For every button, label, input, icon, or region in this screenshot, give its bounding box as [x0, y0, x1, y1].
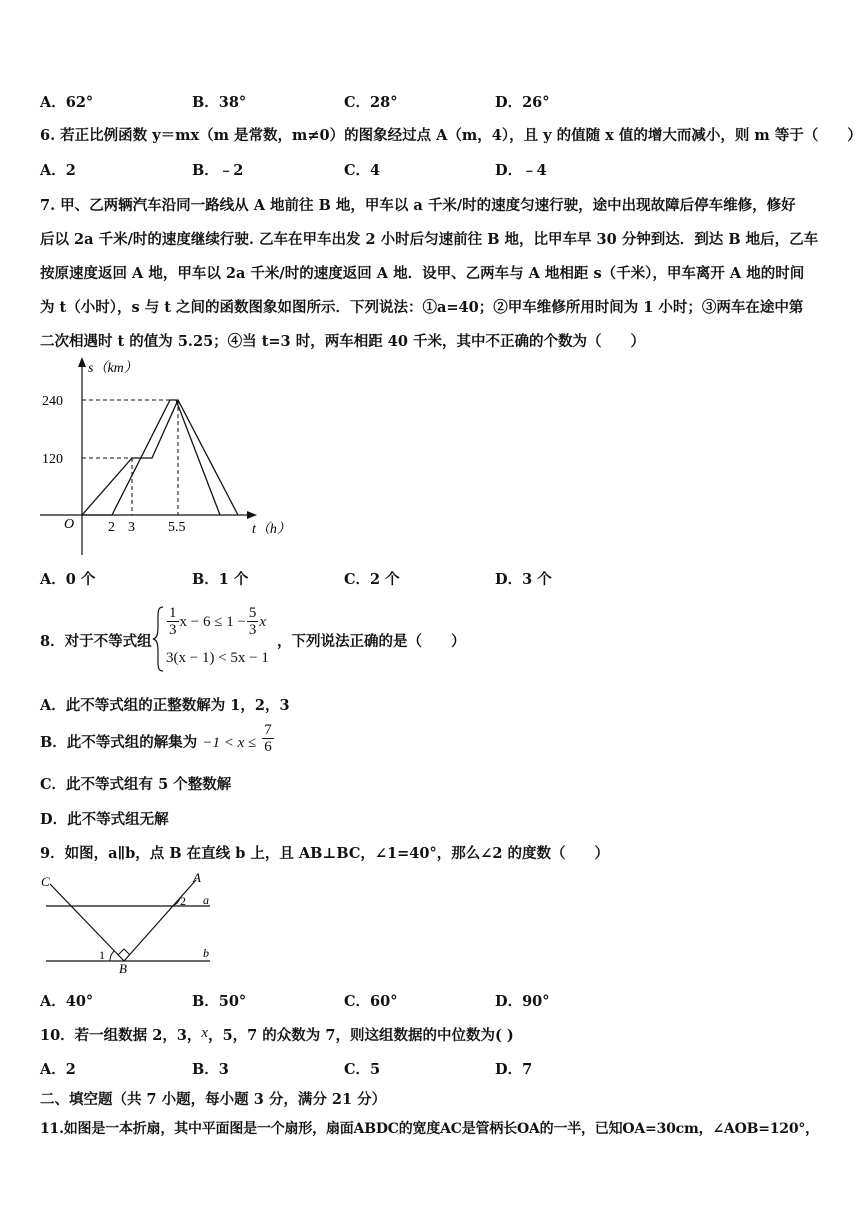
q10-option-a: A．2: [40, 1061, 76, 1078]
q7-line-4: 为 t（小时），s 与 t 之间的函数图象如图所示．下列说法：①a=40；②甲车维修所用时间为 1 小时；③两车在途中第: [40, 299, 804, 316]
q9-label-c: C: [41, 874, 50, 889]
q7-graph-xtick-3: 3: [128, 520, 135, 535]
q8-prefix: 8．对于不等式组: [40, 633, 152, 650]
q7-graph-x-arrow: [247, 511, 257, 519]
q5-option-a: A．62°: [40, 94, 94, 111]
q5-option-c: C．28°: [344, 94, 398, 111]
q7-line-2: 后以 2a 千米/时的速度继续行驶. 乙车在甲车出发 2 小时后匀速前往 B 地，比甲车早 30 分钟到达．到达 B 地后，乙车: [40, 231, 819, 248]
q7-graph-ytick-120: 120: [42, 452, 63, 467]
q7-graph-y-arrow: [78, 357, 86, 367]
q10-option-c: C．5: [344, 1061, 381, 1078]
q9-label-b-point: B: [119, 961, 127, 976]
q10-stem-post: ，5，7 的众数为 7，则这组数据的中位数为( ): [208, 1027, 514, 1044]
q9-label-line-b: b: [203, 946, 209, 960]
q7-option-d: D．3 个: [495, 571, 552, 588]
q9-right-angle-mark: [118, 949, 130, 955]
q7-graph-xtick-2: 2: [108, 520, 115, 535]
q11-stem: 11.如图是一本折扇，其中平面图是一个扇形，扇面ABDC的宽度AC是管柄长OA的一半，已知OA=30cm，∠AOB=120°，: [40, 1121, 819, 1137]
q8-option-b-math: −1 < x ≤: [202, 735, 257, 751]
q9-segment-bc: [50, 884, 124, 961]
q7-option-a: A．0 个: [40, 571, 96, 588]
q7-graph-ytick-240: 240: [42, 394, 63, 409]
q7-graph-x-label: t（h）: [252, 522, 291, 537]
q7-line-3: 按原速度返回 A 地，甲车以 2a 千米/时的速度返回 A 地．设甲、乙两车与 A 地相距 s（千米），甲车离开 A 地的时间: [40, 265, 805, 282]
q9-option-d: D．90°: [495, 993, 550, 1010]
section-2-title: 二、填空题（共 7 小题，每小题 3 分，满分 21 分）: [40, 1091, 387, 1108]
q10-option-b: B．3: [192, 1061, 229, 1078]
q8-ineq1-mid: x − 6 ≤ 1 −: [179, 614, 246, 630]
q7-graph: [30, 352, 305, 562]
q10-option-d: D．7: [495, 1061, 533, 1078]
q9-label-line-a: a: [203, 893, 209, 907]
q7-graph-xtick-55: 5.5: [168, 520, 186, 535]
q9-segment-ba: [124, 880, 196, 961]
q7-option-c: C．2 个: [344, 571, 400, 588]
q7-option-b: B．1 个: [192, 571, 249, 588]
q9-option-b: B．50°: [192, 993, 247, 1010]
q9-label-2: 2: [180, 894, 186, 908]
q6-option-d: D．﹣4: [495, 162, 547, 179]
q9-option-c: C．60°: [344, 993, 398, 1010]
q5-option-d: D．26°: [495, 94, 550, 111]
q7-line-1: 7. 甲、乙两辆汽车沿同一路线从 A 地前往 B 地，甲车以 a 千米/时的速度匀速行驶，途中出现故障后停车维修，修好: [40, 197, 796, 214]
q9-label-1: 1: [99, 948, 105, 962]
q7-graph-origin: O: [64, 517, 75, 532]
q7-line-5: 二次相遇时 t 的值为 5.25；④当 t=3 时，两车相距 40 千米，其中不正确的个数为（ ）: [40, 333, 645, 350]
q8-option-b-den: 6: [264, 738, 272, 755]
q8-suffix: ，下列说法正确的是（ ）: [277, 633, 466, 650]
q6-stem: 6. 若正比例函数 y＝mx（m 是常数，m≠0）的图象经过点 A（m，4），且 y 的值随 x 值的增大而减小，则 m 等于（ ）: [40, 127, 862, 144]
q8-option-c: C．此不等式组有 5 个整数解: [40, 776, 232, 793]
q8-inequality-1: [166, 605, 266, 638]
q8-option-d: D．此不等式组无解: [40, 811, 169, 828]
q8-option-b: [40, 721, 275, 755]
q8-brace: [152, 605, 164, 673]
q9-angle-1-arc: [110, 951, 114, 961]
q9-figure: [30, 870, 230, 980]
q8-ineq1-frac1-num: 1: [169, 605, 177, 621]
q6-option-a: A．2: [40, 162, 76, 179]
q9-label-a-point: A: [193, 870, 201, 885]
q10-stem-pre: 10．若一组数据 2，3，: [40, 1027, 202, 1044]
q9-option-a: A．40°: [40, 993, 94, 1010]
q9-stem: 9．如图，a∥b，点 B 在直线 b 上，且 AB⊥BC，∠1=40°，那么∠2 的度数（ ）: [40, 845, 610, 862]
q8-option-b-text: B．此不等式组的解集为: [40, 734, 198, 751]
q7-graph-y-label: s（km）: [88, 361, 138, 376]
q8-ineq1-frac1-den: 3: [169, 622, 177, 638]
q8-option-b-num: 7: [264, 721, 272, 738]
q8-ineq1-frac2-den: 3: [248, 622, 257, 638]
q10-stem: [40, 1024, 514, 1045]
q10-stem-x: x: [201, 1025, 209, 1041]
q6-option-c: C．4: [344, 162, 381, 179]
q8-option-a: A．此不等式组的正整数解为 1，2，3: [40, 697, 290, 714]
q8-ineq1-frac2-num: 5: [248, 605, 257, 621]
q8-ineq1-end: x: [259, 614, 267, 630]
q8-inequality-2: 3(x − 1) < 5x − 1: [166, 650, 269, 666]
q5-option-b: B．38°: [192, 94, 247, 111]
q6-option-b: B．﹣2: [192, 162, 244, 179]
